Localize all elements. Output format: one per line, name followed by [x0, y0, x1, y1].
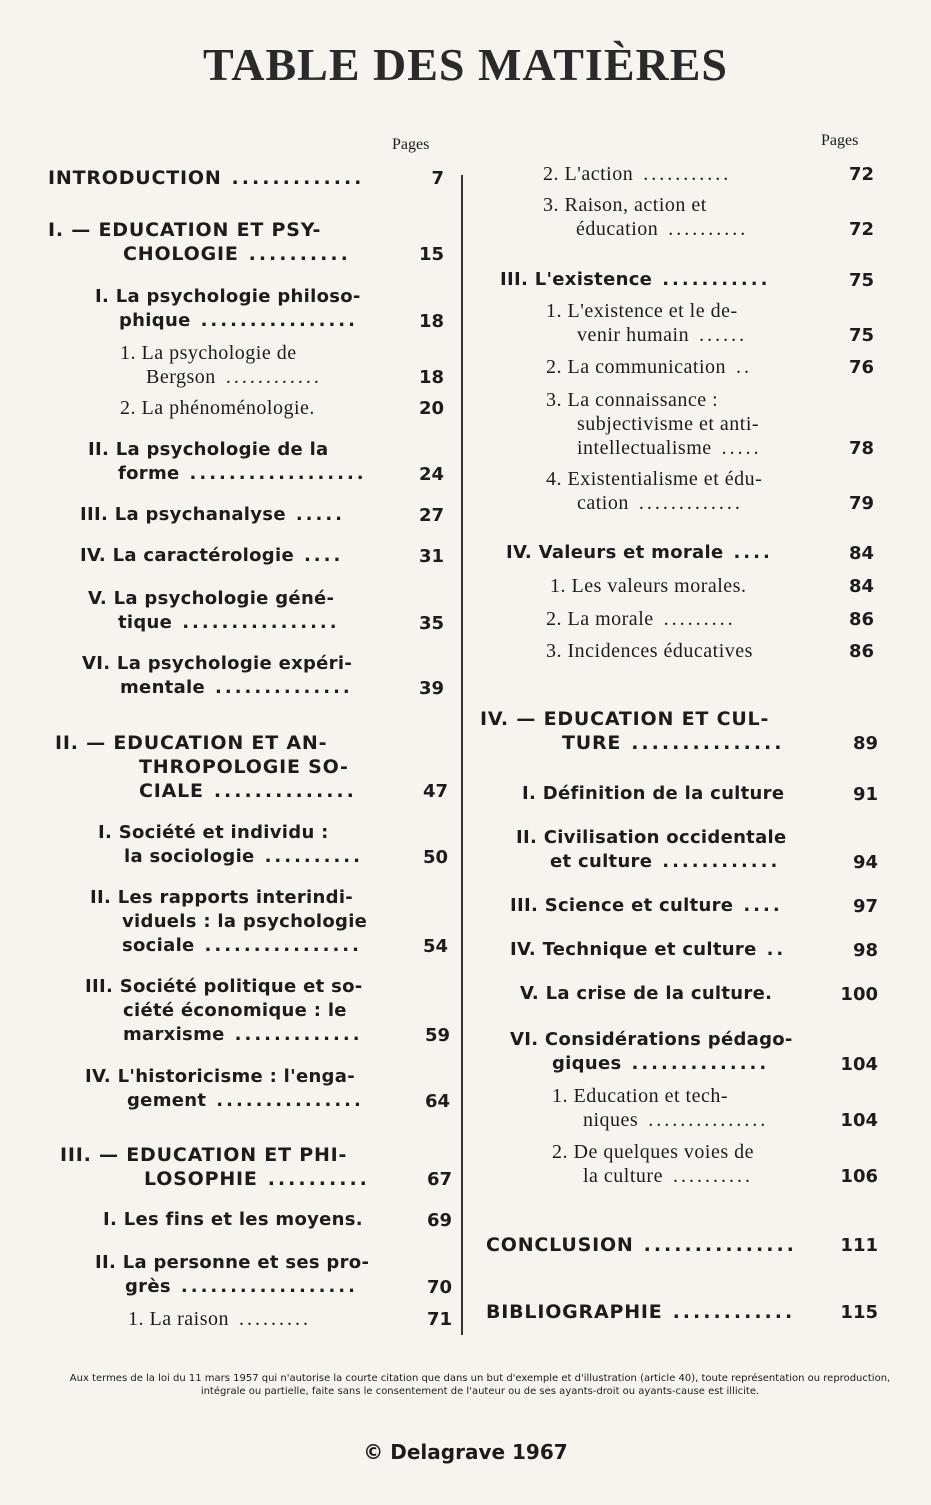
page-number: 18 [418, 367, 444, 388]
leader-dots: .. [736, 356, 753, 378]
entry-text: I. Les fins et les moyens. [103, 1209, 363, 1230]
toc-right-entry [486, 1233, 812, 1257]
entry-text: INTRODUCTION [48, 167, 222, 189]
entry-text: 2. La morale [546, 608, 654, 630]
leader-dots: ............... [216, 1090, 364, 1111]
toc-right-entry [480, 707, 810, 755]
entry-text: CIALE [139, 780, 204, 802]
entry-text: 1. La psychologie de [120, 342, 297, 364]
entry-text: 2. La phénoménologie. [120, 397, 315, 419]
entry-text: I. Société et individu : [98, 822, 329, 843]
entry-text: éducation [576, 218, 659, 240]
page-number: 18 [418, 311, 444, 332]
page-number: 54 [422, 936, 448, 957]
leader-dots: ..... [295, 504, 346, 525]
page-number: 64 [424, 1091, 450, 1112]
toc-right-entry [550, 574, 808, 598]
leader-dots: ......... [238, 1308, 311, 1330]
entry-text: 1. L'existence et le de- [546, 300, 738, 322]
toc-left-entry [48, 218, 383, 266]
toc-right-entry [486, 1300, 812, 1324]
entry-text: tique [118, 612, 173, 633]
entry-text: TURE [562, 732, 622, 754]
toc-right-entry [516, 826, 810, 874]
entry-text: II. — EDUCATION ET AN- [55, 732, 328, 754]
legal-notice: Aux termes de la loi du 11 mars 1957 qui n'autorise la courte citation que dans un but d'exemple et d'illustration (article 40), toute représentation ou reproduction, intégrale ou partielle, faite sans le consentement de l'auteur ou de ses ayants-droit ou ayants-cause est illicite. [69, 1373, 891, 1397]
entry-text: VI. La psychologie expéri- [82, 653, 353, 674]
page-number: 89 [852, 733, 878, 754]
leader-dots: .......... [267, 1168, 370, 1190]
leader-dots: ................ [204, 935, 362, 956]
leader-dots: ............ [672, 1301, 796, 1323]
page-number: 39 [418, 678, 444, 699]
toc-left-entry [120, 396, 378, 420]
leader-dots: ..... [721, 437, 762, 459]
page-number: 98 [852, 940, 878, 961]
toc-right-entry [546, 299, 808, 347]
entry-text: I. — EDUCATION ET PSY- [48, 219, 322, 241]
pages-column-label-right: Pages [821, 132, 859, 149]
toc-left-entry [85, 975, 382, 1047]
entry-text: Bergson [146, 366, 216, 388]
entry-text: gement [127, 1090, 207, 1111]
page-number: 84 [848, 576, 874, 597]
entry-text: III. L'existence [500, 269, 653, 290]
page-number: 31 [418, 546, 444, 567]
entry-text: III. Société politique et so- [85, 976, 363, 997]
entry-text: ciété économique : le [123, 1000, 347, 1021]
page-number: 84 [848, 543, 874, 564]
page-number: 75 [848, 270, 874, 291]
entry-text: marxisme [123, 1024, 225, 1045]
leader-dots: ............... [648, 1109, 769, 1131]
entry-text: IV. Technique et culture [510, 939, 757, 960]
leader-dots: ................ [200, 310, 358, 331]
page-number: 106 [840, 1166, 878, 1187]
entry-text: I. La psychologie philoso- [95, 286, 361, 307]
entry-text: 2. La communication [546, 356, 727, 378]
leader-dots: .... [743, 895, 783, 916]
toc-left-entry [95, 285, 380, 333]
leader-dots: .......... [668, 218, 749, 240]
entry-text: mentale [120, 677, 206, 698]
page-number: 111 [840, 1235, 878, 1256]
toc-left-entry [103, 1208, 387, 1232]
page-number: 50 [422, 847, 448, 868]
page-number: 7 [431, 168, 444, 189]
leader-dots: .............. [213, 780, 357, 802]
page-number: 104 [840, 1054, 878, 1075]
toc-right-entry [510, 938, 810, 962]
entry-text: V. La crise de la culture. [520, 983, 773, 1004]
entry-text: la sociologie [124, 846, 255, 867]
entry-text: III. — EDUCATION ET PHI- [60, 1144, 348, 1166]
entry-text: BIBLIOGRAPHIE [486, 1301, 663, 1323]
page-number: 104 [840, 1110, 878, 1131]
page-number: 27 [418, 505, 444, 526]
leader-dots: .............. [631, 1053, 770, 1074]
entry-text: CHOLOGIE [123, 243, 239, 265]
entry-text: forme [118, 463, 180, 484]
entry-text: phique [119, 310, 191, 331]
page-number: 79 [848, 493, 874, 514]
leader-dots: ............ [225, 366, 322, 388]
entry-text: subjectivisme et anti- [577, 413, 760, 435]
toc-left-entry [55, 731, 382, 803]
leader-dots: .... [733, 542, 773, 563]
entry-text: venir humain [577, 324, 690, 346]
entry-text: II. La psychologie de la [88, 439, 329, 460]
toc-right-entry [546, 467, 808, 515]
leader-dots: ............. [638, 492, 743, 514]
leader-dots: .. [766, 939, 787, 960]
page-number: 59 [424, 1025, 450, 1046]
leader-dots: ............. [234, 1024, 363, 1045]
toc-left-entry [88, 438, 378, 486]
page-number: 94 [852, 852, 878, 873]
leader-dots: .................. [189, 463, 367, 484]
entry-text: giques [552, 1053, 622, 1074]
toc-left-entry [88, 587, 378, 635]
entry-text: II. Les rapports interindi- [90, 887, 354, 908]
page-title: TABLE DES MATIÈRES [203, 39, 728, 90]
toc-left-entry [90, 886, 382, 958]
leader-dots: ........... [643, 163, 732, 185]
page-number: 86 [848, 609, 874, 630]
page-number: 24 [418, 464, 444, 485]
toc-right-entry [546, 639, 808, 663]
leader-dots: ............... [643, 1234, 797, 1256]
page-number: 47 [422, 781, 448, 802]
entry-text: intellectualisme [577, 437, 712, 459]
toc-right-entry [543, 193, 805, 241]
page-number: 100 [840, 984, 878, 1005]
entry-text: II. Civilisation occidentale [516, 827, 787, 848]
toc-left-entry [82, 652, 378, 700]
leader-dots: .... [303, 545, 344, 566]
leader-dots: ............. [231, 167, 365, 189]
entry-text: THROPOLOGIE SO- [139, 756, 349, 778]
entry-text: et culture [550, 851, 653, 872]
entry-text: 1. Les valeurs morales. [550, 575, 747, 597]
entry-text: grès [125, 1276, 171, 1297]
page-number: 97 [852, 896, 878, 917]
column-divider [461, 175, 463, 1335]
page-number: 15 [418, 244, 444, 265]
toc-left-entry [60, 1143, 385, 1191]
entry-text: 4. Existentialisme et édu- [546, 468, 763, 490]
entry-text: 2. L'action [543, 163, 634, 185]
page-number: 69 [426, 1210, 452, 1231]
toc-left-entry [98, 821, 382, 869]
toc-right-entry [546, 607, 808, 631]
page-number: 35 [418, 613, 444, 634]
page-number: 86 [848, 641, 874, 662]
toc-left-entry [95, 1251, 387, 1299]
leader-dots: .......... [264, 846, 363, 867]
entry-text: V. La psychologie géné- [88, 588, 335, 609]
page-number: 115 [840, 1302, 878, 1323]
toc-right-entry [546, 388, 808, 460]
entry-text: viduels : la psychologie [122, 911, 368, 932]
toc-right-entry [506, 541, 808, 565]
leader-dots: ............... [631, 732, 785, 754]
leader-dots: ............ [662, 851, 781, 872]
leader-dots: ........... [662, 269, 771, 290]
page-number: 71 [426, 1309, 452, 1330]
toc-left-entry [85, 1065, 382, 1113]
entry-text: VI. Considérations pédago- [510, 1029, 793, 1050]
page-number: 20 [418, 398, 444, 419]
page-number: 78 [848, 438, 874, 459]
entry-text: II. La personne et ses pro- [95, 1252, 370, 1273]
entry-text: IV. L'historicisme : l'enga- [85, 1066, 355, 1087]
toc-left-entry [80, 544, 378, 568]
entry-text: sociale [122, 935, 195, 956]
leader-dots: .......... [672, 1165, 753, 1187]
page-number: 91 [852, 784, 878, 805]
entry-text: CONCLUSION [486, 1234, 634, 1256]
page-number: 67 [426, 1169, 452, 1190]
toc-right-entry [500, 268, 805, 292]
leader-dots: ................ [182, 612, 340, 633]
entry-text: niques [583, 1109, 639, 1131]
entry-text: la culture [583, 1165, 663, 1187]
toc-right-entry [543, 162, 805, 186]
toc-right-entry [522, 782, 810, 806]
toc-left-entry [128, 1307, 385, 1331]
toc-right-entry [510, 894, 810, 918]
entry-text: I. Définition de la culture [522, 783, 785, 804]
entry-text: III. La psychanalyse [80, 504, 286, 525]
entry-text: IV. Valeurs et morale [506, 542, 724, 563]
toc-right-entry [552, 1084, 812, 1132]
leader-dots: ...... [699, 324, 748, 346]
toc-right-entry [520, 982, 810, 1006]
entry-text: 2. De quelques voies de [552, 1141, 755, 1163]
pages-column-label-left: Pages [392, 136, 430, 153]
page-number: 75 [848, 325, 874, 346]
leader-dots: ......... [663, 608, 736, 630]
entry-text: cation [577, 492, 629, 514]
entry-text: 1. La raison [128, 1308, 229, 1330]
entry-text: III. Science et culture [510, 895, 734, 916]
leader-dots: .................. [180, 1276, 358, 1297]
entry-text: IV. La caractérologie [80, 545, 294, 566]
leader-dots: .......... [248, 243, 351, 265]
toc-right-entry [510, 1028, 810, 1076]
toc-right-entry [552, 1140, 812, 1188]
entry-text: 1. Education et tech- [552, 1085, 728, 1107]
page-number: 72 [848, 164, 874, 185]
toc-left-entry [48, 166, 378, 190]
toc-left-entry [120, 341, 378, 389]
entry-text: 3. Raison, action et [543, 194, 707, 216]
leader-dots: .............. [215, 677, 353, 698]
entry-text: 3. Incidences éducatives [546, 640, 753, 662]
page-number: 70 [426, 1277, 452, 1298]
page-number: 76 [848, 357, 874, 378]
entry-text: LOSOPHIE [144, 1168, 258, 1190]
page-number: 72 [848, 219, 874, 240]
toc-right-entry [546, 355, 808, 379]
entry-text: 3. La connaissance : [546, 389, 719, 411]
entry-text: IV. — EDUCATION ET CUL- [480, 708, 770, 730]
toc-left-entry [80, 503, 378, 527]
copyright: © Delagrave 1967 [363, 1440, 568, 1464]
